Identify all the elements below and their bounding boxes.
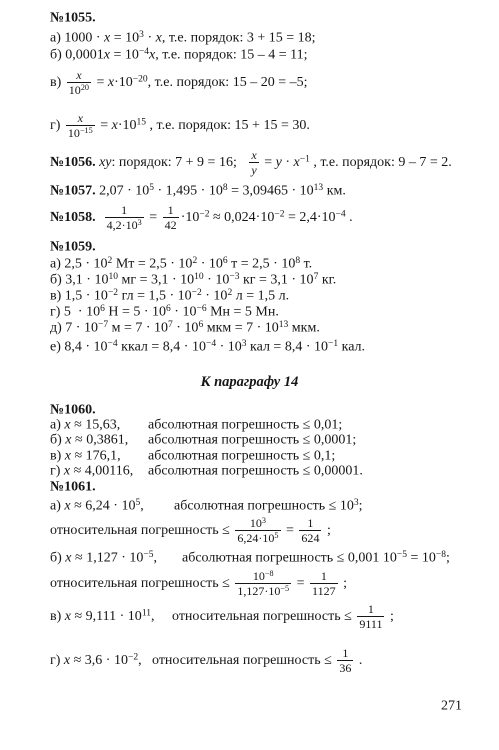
- text-run: абсолютная погрешность ≤ 0,01;: [148, 417, 343, 433]
- text-run: 42: [164, 218, 177, 232]
- problem-1059-part-a: [50, 257, 312, 272]
- fraction: [337, 647, 353, 675]
- text-run: Мт = 2,5 · 10: [112, 256, 193, 272]
- superscript: 7: [168, 319, 173, 330]
- problem-1055-header: [50, 11, 96, 26]
- text-run: ,: [140, 498, 144, 514]
- text-run: 6,24·10: [237, 531, 275, 545]
- text-run: : порядок: 7 + 9 = 16;: [111, 155, 248, 171]
- text-run: абсолютная погрешность ≤ 10: [174, 498, 354, 514]
- problem-number: №1056.: [50, 155, 96, 171]
- text-run: мкм = 7 · 10: [203, 320, 279, 336]
- problem-1057: [50, 184, 346, 199]
- fraction-numerator: [67, 69, 91, 82]
- text-run: = 10: [110, 30, 140, 46]
- text-run: 1: [367, 602, 374, 616]
- text-run: = 10: [110, 47, 139, 63]
- problem-1055-part-b: [50, 48, 308, 63]
- superscript: −3: [229, 271, 240, 282]
- variable: x: [293, 155, 300, 171]
- fraction: [310, 570, 338, 598]
- fraction-numerator: [310, 570, 338, 583]
- text-run: абсолютная погрешность ≤ 0,1;: [148, 448, 336, 464]
- problem-1060-part-a: [50, 418, 342, 433]
- text-run: ·: [281, 155, 294, 171]
- superscript: −5: [280, 584, 290, 594]
- superscript: −1: [299, 154, 310, 165]
- text-run: 2,07 · 10: [95, 183, 150, 199]
- fraction-denominator: [163, 217, 179, 232]
- text-run: · 10: [197, 256, 223, 272]
- text-run: 36: [339, 661, 352, 675]
- fraction-numerator: [337, 647, 353, 660]
- superscript: 3: [137, 218, 142, 228]
- variable: x: [64, 448, 71, 464]
- superscript: 13: [278, 319, 289, 330]
- text-run: = 2,4·10: [284, 210, 336, 226]
- problem-1059-header: [50, 240, 96, 255]
- text-run: , т.е. порядок: 15 – 4 = 11;: [155, 47, 308, 63]
- problem-1058: [50, 204, 353, 232]
- line-right-part: [148, 433, 356, 448]
- superscript: 5: [135, 497, 141, 508]
- text-run: ≈ 176,1,: [71, 448, 121, 464]
- text-run: б) 0,0001: [50, 47, 104, 63]
- text-run: ,: [153, 550, 157, 566]
- fraction: [299, 517, 321, 545]
- text-run: , т.е. порядок: 15 + 15 = 30.: [146, 118, 310, 134]
- superscript: −4: [138, 46, 150, 57]
- text-run: ≈ 15,63,: [70, 417, 121, 433]
- superscript: 20: [80, 83, 89, 93]
- line-right-part: [148, 464, 363, 479]
- fraction-numerator: [357, 603, 384, 616]
- problem-1060-part-b: [50, 433, 356, 448]
- fraction-denominator: [235, 530, 280, 545]
- fraction-denominator: [67, 82, 91, 97]
- superscript: −2: [191, 287, 202, 298]
- text-run: ;: [339, 576, 348, 592]
- line-left-part: [50, 449, 148, 464]
- text-run: относительная погрешность ≤: [50, 576, 234, 592]
- text-run: км.: [323, 183, 346, 199]
- text-run: б): [50, 432, 66, 448]
- text-run: Мн = 5 Мн.: [206, 304, 279, 320]
- fraction-denominator: [337, 660, 353, 675]
- text-run: ≈ 4,00116,: [70, 463, 134, 479]
- section-heading: К параграфу 14: [200, 374, 299, 390]
- fraction: [67, 69, 91, 97]
- variable: x: [65, 550, 72, 566]
- line-right-part: [148, 449, 335, 464]
- variable: x: [107, 75, 115, 91]
- text-run: 10: [68, 83, 81, 97]
- text-run: · 10: [216, 339, 242, 355]
- text-run: л = 1,5 л.: [232, 288, 290, 304]
- text-run: = 10: [407, 550, 436, 566]
- superscript: 8: [222, 182, 228, 193]
- variable: x: [64, 498, 71, 514]
- line-right-part: [148, 418, 342, 433]
- problem-1061-part-b-relative-error: [50, 570, 347, 598]
- problem-1055-part-a: [50, 31, 316, 46]
- line-left-part: [50, 551, 182, 566]
- superscript: 6: [198, 319, 204, 330]
- problem-1056-solution: [96, 148, 452, 177]
- line-right-part: [172, 602, 394, 631]
- fraction-numerator: [299, 517, 321, 530]
- superscript: 13: [313, 182, 324, 193]
- line-left-part: [50, 418, 148, 433]
- superscript: 6: [100, 303, 105, 314]
- text-run: 10: [67, 126, 80, 140]
- text-run: а): [50, 498, 65, 514]
- text-run: кал.: [338, 339, 366, 355]
- text-run: ≈ 3,6 · 10: [70, 653, 128, 669]
- variable: x: [63, 463, 71, 479]
- text-run: 9111: [359, 617, 383, 631]
- text-run: кг.: [318, 272, 337, 288]
- fraction-numerator: [105, 204, 144, 217]
- text-run: а) 1000 ·: [50, 30, 105, 46]
- variable: x: [77, 111, 83, 125]
- variable: x: [64, 417, 71, 433]
- text-run: е) 8,4 · 10: [50, 339, 108, 355]
- superscript: −7: [97, 319, 109, 330]
- text-run: относительная погрешность ≤: [50, 523, 234, 539]
- text-run: 1: [307, 516, 314, 530]
- text-run: кг = 3,1 · 10: [239, 272, 314, 288]
- text-run: · 10: [201, 288, 228, 304]
- superscript: 11: [141, 608, 151, 619]
- superscript: 8: [295, 255, 301, 266]
- fraction: [66, 112, 95, 140]
- problem-1057-solution: [96, 184, 346, 199]
- text-run: в) 1,5 · 10: [50, 288, 108, 304]
- variable: xy: [99, 155, 112, 171]
- variable: x: [63, 653, 71, 669]
- superscript: −2: [107, 287, 119, 298]
- superscript: 6: [222, 255, 228, 266]
- text-run: т = 2,5 · 10: [227, 256, 296, 272]
- superscript: −4: [335, 209, 346, 220]
- problem-1055-part-d: [50, 112, 310, 140]
- superscript: 7: [313, 271, 319, 282]
- fraction: [235, 570, 291, 598]
- text-run: 1127: [312, 584, 336, 598]
- superscript: −5: [143, 549, 154, 560]
- text-run: ≈ 0,3861,: [71, 432, 129, 448]
- text-run: 10: [252, 569, 265, 583]
- problem-1059-part-f: [50, 340, 365, 355]
- superscript: 10: [108, 271, 118, 282]
- text-run: ·10: [180, 210, 200, 226]
- superscript: −2: [199, 209, 210, 220]
- text-run: 1: [342, 646, 349, 660]
- superscript: 15: [136, 117, 147, 128]
- text-run: .: [345, 210, 353, 226]
- text-run: кал = 8,4 · 10: [246, 339, 328, 355]
- fraction-numerator: [235, 570, 291, 583]
- text-run: , т.е. порядок: 15 – 20 = –5;: [147, 75, 308, 91]
- text-run: т.: [300, 256, 313, 272]
- problem-number: №1058.: [50, 210, 96, 226]
- text-run: абсолютная погрешность ≤ 0,0001;: [148, 432, 357, 448]
- text-run: ·10: [117, 118, 137, 134]
- superscript: 3: [353, 497, 359, 508]
- text-run: гл = 1,5 · 10: [118, 288, 192, 304]
- variable: x: [76, 68, 82, 82]
- text-run: ≈ 9,111 · 10: [71, 609, 142, 625]
- text-run: м = 7 · 10: [108, 320, 168, 336]
- text-run: ≈ 1,127 · 10: [71, 550, 144, 566]
- variable: x: [104, 30, 111, 46]
- superscript: −4: [205, 338, 217, 349]
- text-run: ·: [143, 30, 156, 46]
- fraction-numerator: [249, 149, 258, 162]
- variable: x: [155, 30, 162, 46]
- problem-number: №1057.: [50, 183, 96, 199]
- text-run: =: [96, 118, 112, 134]
- text-run: г) 5 · 10: [50, 304, 101, 320]
- variable: x: [251, 148, 257, 162]
- text-run: мг = 3,1 · 10: [117, 272, 195, 288]
- text-run: г): [50, 463, 64, 479]
- text-run: д) 7 · 10: [50, 320, 98, 336]
- text-run: а) 2,5 · 10: [50, 256, 108, 272]
- superscript: −5: [396, 549, 407, 560]
- text-run: =: [293, 576, 309, 592]
- superscript: −1: [328, 338, 339, 349]
- text-run: ккал = 8,4 · 10: [117, 339, 206, 355]
- problem-1059-part-c: [50, 289, 289, 304]
- text-run: ;: [323, 523, 331, 539]
- text-run: абсолютная погрешность ≤ 0,001 10: [182, 550, 397, 566]
- text-run: · 10: [170, 304, 197, 320]
- line-left-part: [50, 609, 172, 624]
- superscript: 5: [274, 531, 279, 541]
- problem-1056: [50, 149, 452, 177]
- line-right-part: [182, 551, 450, 566]
- fraction: [235, 517, 280, 545]
- fraction-denominator: [66, 125, 95, 140]
- text-run: =: [92, 75, 108, 91]
- superscript: −2: [127, 652, 139, 663]
- text-run: относительная погрешность ≤: [152, 653, 336, 669]
- superscript: −8: [264, 569, 274, 579]
- text-run: 1,127·10: [237, 584, 281, 598]
- text-run: г): [50, 118, 64, 134]
- superscript: 10: [194, 271, 204, 282]
- line-left-part: [50, 433, 148, 448]
- fraction: [357, 603, 384, 631]
- text-run: Н = 5 · 10: [104, 304, 167, 320]
- text-run: в): [50, 448, 65, 464]
- fraction: [249, 149, 258, 177]
- superscript: 6: [166, 303, 171, 314]
- problem-1061-part-d: [50, 647, 362, 675]
- text-run: ;: [386, 609, 394, 625]
- text-run: · 10: [203, 272, 230, 288]
- problem-1059-part-e: [50, 321, 320, 336]
- text-run: а): [50, 417, 65, 433]
- text-run: .: [355, 653, 363, 669]
- variable: x: [149, 47, 156, 63]
- superscript: 3: [139, 29, 144, 40]
- superscript: −15: [79, 126, 93, 136]
- superscript: 2: [192, 255, 198, 266]
- fraction: [105, 204, 144, 232]
- text-run: 4,2·10: [106, 218, 138, 232]
- text-run: абсолютная погрешность ≤ 0,00001.: [148, 463, 363, 479]
- problem-1061-part-a: [50, 499, 363, 514]
- text-run: относительная погрешность ≤: [172, 609, 356, 625]
- superscript: 3: [241, 338, 247, 349]
- variable: x: [103, 47, 111, 63]
- problem-number: №1059.: [50, 239, 96, 255]
- variable: y: [275, 155, 282, 171]
- line-left-part: [50, 653, 152, 668]
- text-run: ≈ 0,024·10: [209, 210, 275, 226]
- fraction-denominator: [105, 217, 144, 232]
- problem-1061-header: [50, 480, 96, 495]
- text-run: ,: [138, 653, 142, 669]
- text-run: , т.е. порядок: 9 – 7 = 2.: [309, 155, 452, 171]
- problem-1060-part-c: [50, 449, 335, 464]
- text-run: ,: [150, 609, 155, 625]
- text-run: = 3,09465 · 10: [227, 183, 314, 199]
- problem-number: №1060.: [50, 402, 96, 418]
- line-right-part: [174, 499, 363, 514]
- variable: y: [251, 163, 257, 177]
- text-run: , т.е. порядок: 3 + 15 = 18;: [161, 30, 316, 46]
- text-run: · 1,495 · 10: [154, 183, 223, 199]
- problem-1058-solution: [96, 203, 353, 232]
- text-run: · 10: [172, 320, 199, 336]
- superscript: −8: [435, 549, 447, 560]
- text-run: 1: [320, 569, 327, 583]
- text-run: 1: [121, 203, 128, 217]
- superscript: 3: [261, 516, 266, 526]
- line-left-part: [50, 499, 174, 514]
- superscript: 2: [227, 287, 233, 298]
- text-run: =: [145, 210, 161, 226]
- line-right-part: [152, 646, 363, 675]
- variable: x: [64, 609, 71, 625]
- problem-1060-part-d: [50, 464, 363, 479]
- superscript: −6: [196, 303, 207, 314]
- superscript: 5: [149, 182, 155, 193]
- fraction-denominator: [357, 616, 384, 631]
- problem-1060-header: [50, 403, 96, 418]
- superscript: −4: [107, 338, 118, 349]
- text-run: ≈ 6,24 · 10: [70, 498, 136, 514]
- text-run: 624: [301, 531, 320, 545]
- text-run: в): [50, 75, 65, 91]
- text-run: ;: [446, 550, 450, 566]
- text-run: б) 3,1 · 10: [50, 272, 109, 288]
- text-run: б): [50, 550, 66, 566]
- fraction-numerator: [235, 517, 280, 530]
- fraction-denominator: [310, 583, 338, 598]
- fraction-denominator: [235, 583, 291, 598]
- text-run: ;: [358, 498, 363, 514]
- line-left-part: [50, 464, 148, 479]
- variable: x: [65, 432, 72, 448]
- variable: x: [111, 118, 118, 134]
- problem-1061-part-a-relative-error: [50, 517, 331, 545]
- fraction-denominator: [299, 530, 321, 545]
- problem-1059-part-b: [50, 273, 336, 288]
- text-run: ·10: [114, 75, 133, 91]
- superscript: −20: [132, 74, 148, 85]
- text-run: =: [260, 155, 276, 171]
- fraction-numerator: [66, 112, 95, 125]
- fraction-denominator: [249, 162, 258, 177]
- text-run: [96, 210, 103, 225]
- problem-number: №1055.: [50, 10, 96, 26]
- problem-1059-part-d: [50, 305, 279, 320]
- fraction: [163, 204, 179, 232]
- text-run: =: [282, 523, 298, 539]
- text-run: мкм.: [288, 320, 320, 336]
- problem-1055-part-c: [50, 69, 307, 97]
- text-run: 10: [249, 516, 262, 530]
- problem-number: №1061.: [50, 479, 96, 495]
- text-run: 1: [167, 203, 174, 217]
- problem-1061-part-c: [50, 603, 394, 631]
- fraction-numerator: [163, 204, 179, 217]
- superscript: 2: [107, 255, 113, 266]
- page-number: 271: [441, 698, 462, 714]
- problem-1061-part-b: [50, 551, 450, 566]
- text-run: г): [50, 653, 64, 669]
- text-run: в): [50, 609, 65, 625]
- superscript: −2: [274, 209, 285, 220]
